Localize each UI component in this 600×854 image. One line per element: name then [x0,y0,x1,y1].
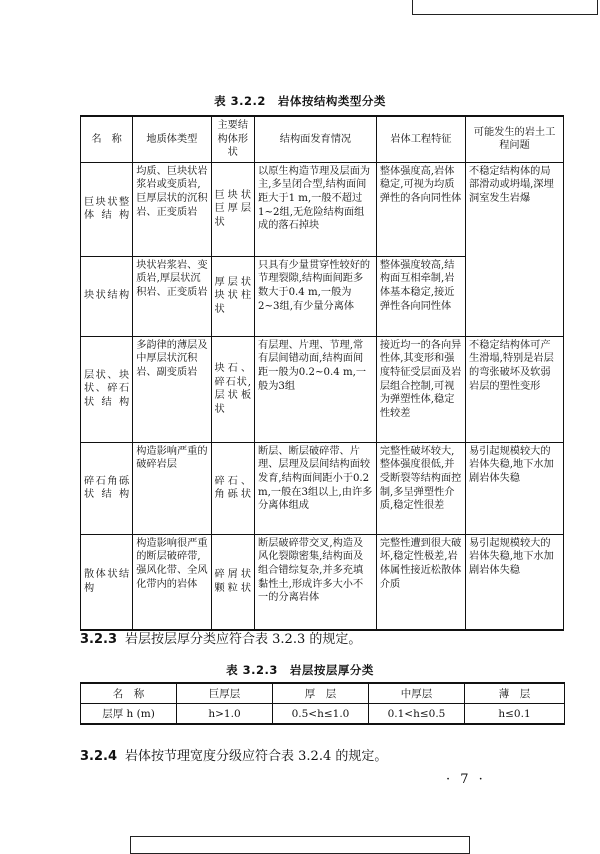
table-row [81,534,564,630]
row-shape: 碎屑状颗粒状 [211,534,255,630]
table-row [81,704,565,725]
header-thick: 厚 层 [273,683,369,704]
row-geology: 块状岩浆岩、变质岩,厚层状沉积岩、正变质岩 [133,256,211,336]
header-name: 名 称 [81,116,133,162]
cell-medium: 0.1<h≤0.5 [369,704,465,725]
row-joints: 断层破碎带交叉,构造及风化裂隙密集,结构面及组合错综复杂,并多充填黏性土,形成许多大小不一的分离岩体 [255,534,377,630]
rock-structure-table [80,115,564,631]
row-geology: 构造影响很严重的断层破碎带,强风化带、全风化带内的岩体 [133,534,211,630]
header-very-thick: 巨厚层 [177,683,273,704]
row-engineering: 完整性遭到很大破坏,稳定性极差,岩体属性接近松散体介质 [376,534,465,630]
layer-thickness-table [80,682,565,725]
header-engineering: 岩体工程特征 [376,116,465,162]
footer-box [130,836,470,854]
row-name: 层状、块状、碎石状结构 [81,336,133,442]
table-row [81,442,564,534]
header-geology: 地质体类型 [133,116,211,162]
header-shape: 主要结构体形状 [211,116,255,162]
row-name: 块状结构 [81,256,133,336]
row-geology: 多韵律的薄层及中厚层状沉积岩、副变质岩 [133,336,211,442]
row-joints: 以原生构造节理及层面为主,多呈闭合型,结构面间距大于1 m,一般不超过1~2组,无危险结构面组成的落石掉块 [255,162,377,256]
row-shape: 碎石、角砾状 [211,442,255,534]
row-name: 巨块状整体结构 [81,162,133,256]
header-issues: 可能发生的岩土工程问题 [466,116,564,162]
row-geology: 构造影响严重的破碎岩层 [133,442,211,534]
header-name: 名 称 [81,683,177,704]
row-joints: 只具有少量贯穿性较好的节理裂隙,结构面间距多数大于0.4 m,一般为2~3组,有少量分离体 [255,256,377,336]
row-shape: 厚层状块状柱状 [211,256,255,336]
row-name: 散体状结构 [81,534,133,630]
table-row [81,162,564,256]
section-number: 3.2.4 [80,749,118,764]
header-joints: 结构面发育情况 [255,116,377,162]
row-label: 层厚 h (m) [81,704,177,725]
cell-very-thick: h>1.0 [177,704,273,725]
table-row [81,336,564,442]
row-issues: 不稳定结构体的局部滑动或坍塌,深埋洞室发生岩爆 [466,162,564,336]
header-medium: 中厚层 [369,683,465,704]
row-issues: 不稳定结构体可产生滑塌,特别是岩层的弯张破坏及软弱岩层的塑性变形 [466,336,564,442]
section-text: 岩体按节理宽度分级应符合表 3.2.4 的规定。 [125,749,388,764]
cell-thick: 0.5<h≤1.0 [273,704,369,725]
section-number: 3.2.3 [80,632,118,647]
row-engineering: 完整性破坏较大,整体强度很低,并受断裂等结构面控制,多呈弹塑性介质,稳定性很差 [376,442,465,534]
row-joints: 有层理、片理、节理,常有层间错动面,结构面间距一般为0.2~0.4 m,一般为3组 [255,336,377,442]
row-issues: 易引起规模较大的岩体失稳,地下水加剧岩体失稳 [466,534,564,630]
table-header-row [81,116,564,162]
section-text: 岩层按层厚分类应符合表 3.2.3 的规定。 [125,632,362,647]
row-engineering: 接近均一的各向异性体,其变形和强度特征受层面及岩层组合控制,可视为弹塑性体,稳定性较差 [376,336,465,442]
row-geology: 均质、巨块状岩浆岩或变质岩,巨厚层状的沉积岩、正变质岩 [133,162,211,256]
table-3-2-3-caption: 表 3.2.3 岩层按层厚分类 [226,663,374,677]
section-3-2-4 [80,745,387,764]
row-name: 碎石角砾状结构 [81,442,133,534]
row-shape: 巨块状巨厚层状 [211,162,255,256]
row-joints: 断层、断层破碎带、片理、层理及层间结构面较发育,结构面间距小于0.2 m,一般在3组以上,由许多分离体组成 [255,442,377,534]
header-box [412,0,598,15]
table-header-row [81,683,565,704]
row-engineering: 整体强度较高,结构面互相牵制,岩体基本稳定,接近弹性各向同性体 [376,256,465,336]
row-engineering: 整体强度高,岩体稳定,可视为均质弹性的各向同性体 [376,162,465,256]
page-number: · 7 · [446,772,486,787]
cell-thin: h≤0.1 [465,704,565,725]
header-thin: 薄 层 [465,683,565,704]
row-shape: 块石、碎石状,层状板状 [211,336,255,442]
table-3-2-2-caption: 表 3.2.2 岩体按结构类型分类 [214,94,386,108]
section-3-2-3 [80,628,361,647]
row-issues: 易引起规模较大的岩体失稳,地下水加剧岩体失稳 [466,442,564,534]
